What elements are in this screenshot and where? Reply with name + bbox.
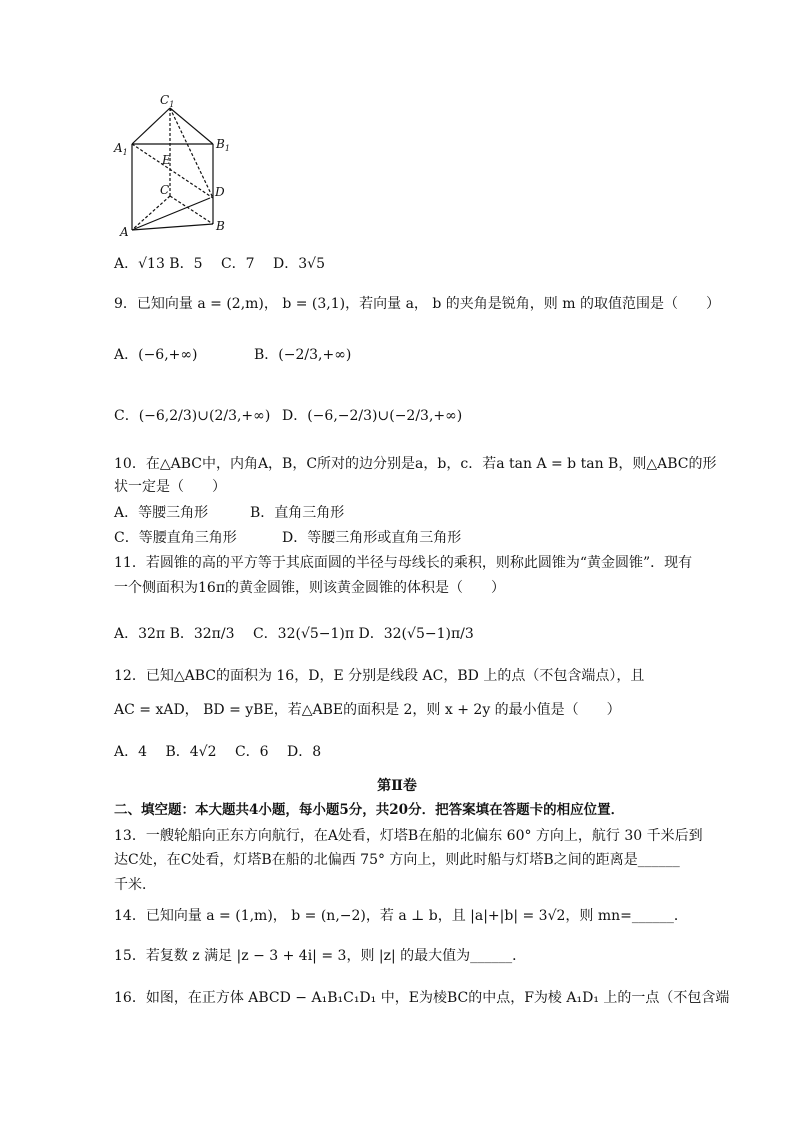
label-a1: $A_1$ bbox=[114, 141, 128, 157]
q13-line1: 13．一艘轮船向正东方向航行，在A处看，灯塔B在船的北偏东 60° 方向上，航行 30 千米后到 bbox=[114, 828, 703, 844]
q10-line1: 10．在△ABC中，内角A，B，C所对的边分别是a，b，c．若a tan A = b tan B，则△ABC的形 bbox=[114, 456, 717, 472]
q12-line2: AC = xAD， BD = yBE，若△ABE的面积是 2，则 x + 2y 的最小值是（ ） bbox=[114, 702, 621, 718]
q11-options: A．32π B．32π/3 C．32(√5−1)π D．32(√5−1)π/3 bbox=[114, 626, 474, 642]
section2-header: 二、填空题：本大题共4小题，每小题5分，共20分．把答案填在答题卡的相应位置． bbox=[114, 802, 625, 818]
q11-line2: 一个侧面积为16π的黄金圆锥，则该黄金圆锥的体积是（ ） bbox=[114, 580, 506, 596]
q9-option-d: D．(−6,−2/3)∪(−2/3,+∞) bbox=[282, 408, 463, 424]
q12-options: A．4 B．4√2 C．6 D．8 bbox=[114, 744, 322, 760]
label-a: A bbox=[120, 225, 129, 238]
q9-option-c: C．(−6,2/3)∪(2/3,+∞) bbox=[114, 408, 271, 424]
q10-option-a: A．等腰三角形 bbox=[114, 505, 209, 521]
q14: 14．已知向量 a = (1,m)， b = (n,−2)，若 a ⊥ b，且 |a|+|b| = 3√2，则 mn=______． bbox=[114, 908, 688, 924]
q9-option-a: A．(−6,+∞) bbox=[114, 347, 198, 363]
q9-stem: 9．已知向量 a = (2,m)， b = (3,1)，若向量 a， b 的夹角是锐角，则 m 的取值范围是（ ） bbox=[114, 296, 720, 312]
label-e: E bbox=[162, 153, 171, 167]
label-c: C bbox=[160, 183, 170, 197]
prism-figure bbox=[110, 90, 240, 238]
q12-line1: 12．已知△ABC的面积为 16，D，E 分别是线段 AC，BD 上的点（不包含端点），且 bbox=[114, 668, 645, 684]
q9-option-b: B．(−2/3,+∞) bbox=[254, 347, 352, 363]
label-d: D bbox=[215, 185, 225, 199]
section2-title: 第Ⅱ卷 bbox=[377, 778, 417, 794]
q10-line2: 状一定是（ ） bbox=[114, 479, 226, 495]
q10-option-c: C．等腰直角三角形 bbox=[114, 530, 237, 546]
label-b: B bbox=[216, 219, 225, 233]
label-b1: $B_1$ bbox=[216, 137, 230, 153]
label-c1: $C_1$ bbox=[160, 93, 175, 109]
q16: 16．如图，在正方体 ABCD − A₁B₁C₁D₁ 中，E为棱BC的中点，F为棱 A₁D₁ 上的一点（不包含端 bbox=[114, 990, 730, 1006]
q10-option-d: D．等腰三角形或直角三角形 bbox=[282, 530, 462, 546]
q13-line2: 达C处，在C处看，灯塔B在船的北偏西 75° 方向上，则此时船与灯塔B之间的距离是______ bbox=[114, 852, 680, 868]
q10-option-b: B．直角三角形 bbox=[250, 505, 345, 521]
q13-line3: 千米． bbox=[114, 877, 156, 893]
q8-options: A．√13 B．5 C．7 D．3√5 bbox=[114, 256, 325, 272]
q11-line1: 11．若圆锥的高的平方等于其底面圆的半径与母线长的乘积，则称此圆锥为“黄金圆锥”．现有 bbox=[114, 555, 693, 571]
q15: 15．若复数 z 满足 |z − 3 + 4i| = 3，则 |z| 的最大值为______． bbox=[114, 948, 527, 964]
